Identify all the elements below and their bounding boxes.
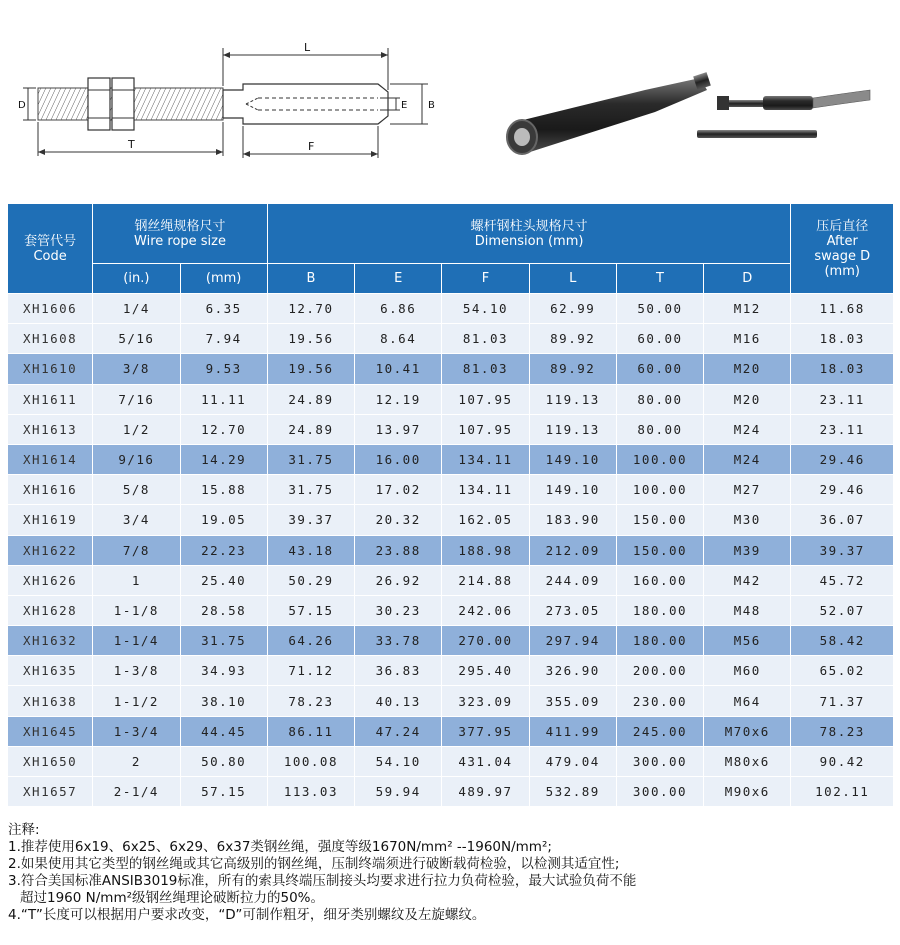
table-cell: 12.70 xyxy=(267,294,354,324)
table-cell: M48 xyxy=(704,595,791,625)
product-photo xyxy=(495,60,875,180)
table-cell: 7/16 xyxy=(93,384,180,414)
table-cell: 200.00 xyxy=(616,656,703,686)
table-cell: 160.00 xyxy=(616,565,703,595)
table-cell: 20.32 xyxy=(355,505,442,535)
header-after-en1: After xyxy=(826,233,858,249)
dim-label-B: B xyxy=(428,100,435,111)
table-cell: 532.89 xyxy=(529,777,616,807)
table-cell: 300.00 xyxy=(616,746,703,776)
table-cell: M39 xyxy=(704,535,791,565)
table-cell: M12 xyxy=(704,294,791,324)
table-cell: 80.00 xyxy=(616,414,703,444)
table-cell: XH1611 xyxy=(8,384,93,414)
table-cell: 90.42 xyxy=(791,746,894,776)
header-wire-en: Wire rope size xyxy=(134,233,226,249)
table-cell: 13.97 xyxy=(355,414,442,444)
table-cell: XH1606 xyxy=(8,294,93,324)
note-3a: 3.符合美国标准ANSIB3019标准，所有的索具终端压制接头均要求进行拉力负荷检验，最大试验负荷不能 xyxy=(8,873,637,889)
table-cell: 50.29 xyxy=(267,565,354,595)
header-code-en: Code xyxy=(33,248,67,264)
table-cell: XH1657 xyxy=(8,777,93,807)
table-cell: 245.00 xyxy=(616,716,703,746)
table-cell: 57.15 xyxy=(180,777,267,807)
table-cell: XH1632 xyxy=(8,626,93,656)
swage-stud-drawing xyxy=(18,40,448,170)
header-sub-T: T xyxy=(616,264,703,294)
header-after-cn: 压后直径 xyxy=(816,218,869,234)
table-cell: 89.92 xyxy=(529,354,616,384)
table-cell: 29.46 xyxy=(791,475,894,505)
header-sub-E: E xyxy=(355,264,442,294)
table-cell: 489.97 xyxy=(442,777,529,807)
table-cell: M30 xyxy=(704,505,791,535)
header-after-en3: (mm) xyxy=(824,263,860,279)
table-cell: 78.23 xyxy=(791,716,894,746)
table-cell: 119.13 xyxy=(529,384,616,414)
table-cell: 1-3/4 xyxy=(93,716,180,746)
table-cell: 180.00 xyxy=(616,626,703,656)
table-cell: 1/2 xyxy=(93,414,180,444)
table-cell: 58.42 xyxy=(791,626,894,656)
table-cell: 119.13 xyxy=(529,414,616,444)
table-cell: XH1650 xyxy=(8,746,93,776)
table-cell: 1 xyxy=(93,565,180,595)
note-2: 2.如果使用其它类型的钢丝绳或其它高级别的钢丝绳，压制终端须进行破断载荷检验，以检测其适宜性; xyxy=(8,856,620,872)
table-cell: 19.56 xyxy=(267,324,354,354)
table-cell: M20 xyxy=(704,354,791,384)
dim-label-T: T xyxy=(128,138,135,151)
header-after-swage xyxy=(791,204,894,294)
table-cell: XH1638 xyxy=(8,686,93,716)
table-cell: 52.07 xyxy=(791,595,894,625)
table-cell: 34.93 xyxy=(180,656,267,686)
header-row-sub xyxy=(8,264,894,294)
spec-table-wrapper xyxy=(7,203,894,807)
table-cell: 64.26 xyxy=(267,626,354,656)
table-cell: 411.99 xyxy=(529,716,616,746)
table-cell: 479.04 xyxy=(529,746,616,776)
table-cell: 297.94 xyxy=(529,626,616,656)
table-cell: 31.75 xyxy=(267,444,354,474)
table-cell: 65.02 xyxy=(791,656,894,686)
table-cell: XH1628 xyxy=(8,595,93,625)
header-after-en2: swage D xyxy=(814,248,871,264)
table-cell: 377.95 xyxy=(442,716,529,746)
table-cell: M64 xyxy=(704,686,791,716)
dim-label-E: E xyxy=(401,100,408,111)
table-cell: 45.72 xyxy=(791,565,894,595)
table-cell: 6.35 xyxy=(180,294,267,324)
table-cell: 59.94 xyxy=(355,777,442,807)
table-cell: 1-1/4 xyxy=(93,626,180,656)
table-cell: M24 xyxy=(704,444,791,474)
header-dim-en: Dimension (mm) xyxy=(474,233,584,249)
table-cell: 323.09 xyxy=(442,686,529,716)
table-row xyxy=(8,354,894,384)
table-cell: 3/8 xyxy=(93,354,180,384)
table-cell: 18.03 xyxy=(791,324,894,354)
header-sub-in: (in.) xyxy=(93,264,180,294)
table-cell: M42 xyxy=(704,565,791,595)
table-cell: 149.10 xyxy=(529,475,616,505)
table-cell: 16.00 xyxy=(355,444,442,474)
table-cell: 17.02 xyxy=(355,475,442,505)
table-cell: 326.90 xyxy=(529,656,616,686)
table-cell: 39.37 xyxy=(791,535,894,565)
table-cell: 300.00 xyxy=(616,777,703,807)
table-cell: XH1610 xyxy=(8,354,93,384)
table-cell: 23.11 xyxy=(791,414,894,444)
header-sub-B: B xyxy=(267,264,354,294)
table-cell: 107.95 xyxy=(442,414,529,444)
table-cell: M27 xyxy=(704,475,791,505)
table-cell: 38.10 xyxy=(180,686,267,716)
table-row xyxy=(8,294,894,324)
table-cell: 57.15 xyxy=(267,595,354,625)
table-cell: 26.92 xyxy=(355,565,442,595)
table-cell: 36.83 xyxy=(355,656,442,686)
table-cell: 150.00 xyxy=(616,505,703,535)
table-cell: 54.10 xyxy=(442,294,529,324)
table-cell: 214.88 xyxy=(442,565,529,595)
table-cell: 23.11 xyxy=(791,384,894,414)
table-cell: 11.11 xyxy=(180,384,267,414)
note-1: 1.推荐使用6x19、6x25、6x29、6x37类钢丝绳，强度等级1670N/mm² --1960N/mm²; xyxy=(8,839,552,855)
table-cell: 180.00 xyxy=(616,595,703,625)
table-cell: 29.46 xyxy=(791,444,894,474)
table-row xyxy=(8,444,894,474)
table-row xyxy=(8,505,894,535)
table-cell: M24 xyxy=(704,414,791,444)
table-cell: 3/4 xyxy=(93,505,180,535)
notes xyxy=(8,822,896,924)
table-cell: M56 xyxy=(704,626,791,656)
table-cell: 43.18 xyxy=(267,535,354,565)
table-cell: 12.19 xyxy=(355,384,442,414)
table-cell: 18.03 xyxy=(791,354,894,384)
table-row xyxy=(8,565,894,595)
table-row xyxy=(8,716,894,746)
table-cell: 1-3/8 xyxy=(93,656,180,686)
table-cell: 24.89 xyxy=(267,384,354,414)
table-cell: 100.00 xyxy=(616,475,703,505)
table-cell: 12.70 xyxy=(180,414,267,444)
table-cell: 78.23 xyxy=(267,686,354,716)
header-sub-F: F xyxy=(442,264,529,294)
table-cell: XH1614 xyxy=(8,444,93,474)
table-row xyxy=(8,626,894,656)
header-code-cn: 套管代号 xyxy=(24,233,77,249)
table-cell: 188.98 xyxy=(442,535,529,565)
table-cell: XH1619 xyxy=(8,505,93,535)
table-cell: 62.99 xyxy=(529,294,616,324)
table-row xyxy=(8,384,894,414)
table-cell: 80.00 xyxy=(616,384,703,414)
table-cell: 2 xyxy=(93,746,180,776)
table-cell: 150.00 xyxy=(616,535,703,565)
table-cell: 44.45 xyxy=(180,716,267,746)
table-cell: 50.80 xyxy=(180,746,267,776)
dim-label-D: D xyxy=(18,100,26,111)
table-cell: M16 xyxy=(704,324,791,354)
table-cell: 355.09 xyxy=(529,686,616,716)
table-cell: XH1635 xyxy=(8,656,93,686)
table-cell: 71.12 xyxy=(267,656,354,686)
table-cell: XH1622 xyxy=(8,535,93,565)
table-row xyxy=(8,595,894,625)
table-cell: 8.64 xyxy=(355,324,442,354)
table-cell: 36.07 xyxy=(791,505,894,535)
table-cell: 6.86 xyxy=(355,294,442,324)
table-cell: 107.95 xyxy=(442,384,529,414)
header-row-top xyxy=(8,204,894,264)
table-cell: 2-1/4 xyxy=(93,777,180,807)
table-row xyxy=(8,777,894,807)
table-cell: 100.00 xyxy=(616,444,703,474)
table-cell: 39.37 xyxy=(267,505,354,535)
table-cell: 244.09 xyxy=(529,565,616,595)
table-cell: 30.23 xyxy=(355,595,442,625)
table-cell: 273.05 xyxy=(529,595,616,625)
table-cell: 1-1/2 xyxy=(93,686,180,716)
table-cell: 47.24 xyxy=(355,716,442,746)
table-cell: 25.40 xyxy=(180,565,267,595)
table-cell: XH1608 xyxy=(8,324,93,354)
table-row xyxy=(8,656,894,686)
dim-label-L: L xyxy=(304,41,311,54)
table-cell: 113.03 xyxy=(267,777,354,807)
table-cell: 54.10 xyxy=(355,746,442,776)
table-cell: 14.29 xyxy=(180,444,267,474)
table-cell: 7.94 xyxy=(180,324,267,354)
table-cell: 19.56 xyxy=(267,354,354,384)
table-cell: 1/4 xyxy=(93,294,180,324)
table-cell: 31.75 xyxy=(267,475,354,505)
dim-label-F: F xyxy=(308,140,315,153)
table-cell: M70x6 xyxy=(704,716,791,746)
table-cell: 24.89 xyxy=(267,414,354,444)
table-cell: 7/8 xyxy=(93,535,180,565)
table-cell: 9.53 xyxy=(180,354,267,384)
header-sub-D: D xyxy=(704,264,791,294)
notes-title: 注释: xyxy=(8,822,40,838)
header-sub-mm: (mm) xyxy=(180,264,267,294)
table-cell: 242.06 xyxy=(442,595,529,625)
header-dim-cn: 螺杆钢柱头规格尺寸 xyxy=(470,218,588,234)
table-cell: 134.11 xyxy=(442,475,529,505)
table-cell: 11.68 xyxy=(791,294,894,324)
note-4: 4.“T”长度可以根据用户要求改变，“D”可制作粗牙，细牙类别螺纹及左旋螺纹。 xyxy=(8,907,486,923)
table-cell: M80x6 xyxy=(704,746,791,776)
table-cell: 33.78 xyxy=(355,626,442,656)
table-cell: M90x6 xyxy=(704,777,791,807)
table-cell: 81.03 xyxy=(442,324,529,354)
table-cell: 60.00 xyxy=(616,354,703,384)
table-row xyxy=(8,475,894,505)
table-cell: 60.00 xyxy=(616,324,703,354)
figure-area xyxy=(0,0,900,200)
table-cell: 10.41 xyxy=(355,354,442,384)
header-wire-rope-size xyxy=(93,204,268,264)
table-cell: XH1626 xyxy=(8,565,93,595)
table-cell: 86.11 xyxy=(267,716,354,746)
header-code xyxy=(8,204,93,294)
table-cell: 134.11 xyxy=(442,444,529,474)
header-dimension xyxy=(267,204,791,264)
table-cell: 102.11 xyxy=(791,777,894,807)
table-cell: 22.23 xyxy=(180,535,267,565)
table-cell: 212.09 xyxy=(529,535,616,565)
table-cell: M20 xyxy=(704,384,791,414)
table-cell: 295.40 xyxy=(442,656,529,686)
table-row xyxy=(8,686,894,716)
table-cell: 5/8 xyxy=(93,475,180,505)
table-row xyxy=(8,746,894,776)
table-cell: 19.05 xyxy=(180,505,267,535)
table-cell: 9/16 xyxy=(93,444,180,474)
table-cell: 1-1/8 xyxy=(93,595,180,625)
table-cell: 23.88 xyxy=(355,535,442,565)
table-cell: 100.08 xyxy=(267,746,354,776)
table-cell: 71.37 xyxy=(791,686,894,716)
table-cell: XH1613 xyxy=(8,414,93,444)
table-cell: 230.00 xyxy=(616,686,703,716)
table-row xyxy=(8,535,894,565)
table-cell: 15.88 xyxy=(180,475,267,505)
table-cell: 89.92 xyxy=(529,324,616,354)
table-cell: 40.13 xyxy=(355,686,442,716)
header-sub-L: L xyxy=(529,264,616,294)
table-cell: 270.00 xyxy=(442,626,529,656)
table-row xyxy=(8,324,894,354)
table-cell: 28.58 xyxy=(180,595,267,625)
table-cell: 50.00 xyxy=(616,294,703,324)
table-cell: 5/16 xyxy=(93,324,180,354)
table-cell: 431.04 xyxy=(442,746,529,776)
table-cell: XH1616 xyxy=(8,475,93,505)
table-cell: 31.75 xyxy=(180,626,267,656)
table-cell: 183.90 xyxy=(529,505,616,535)
table-body xyxy=(8,294,894,807)
table-row xyxy=(8,414,894,444)
table-cell: XH1645 xyxy=(8,716,93,746)
table-cell: 81.03 xyxy=(442,354,529,384)
table-cell: 162.05 xyxy=(442,505,529,535)
note-3b: 超过1960 N/mm²级钢丝绳理论破断拉力的50%。 xyxy=(20,890,325,906)
table-cell: M60 xyxy=(704,656,791,686)
spec-table xyxy=(7,203,894,807)
table-cell: 149.10 xyxy=(529,444,616,474)
header-wire-cn: 钢丝绳规格尺寸 xyxy=(134,218,226,234)
